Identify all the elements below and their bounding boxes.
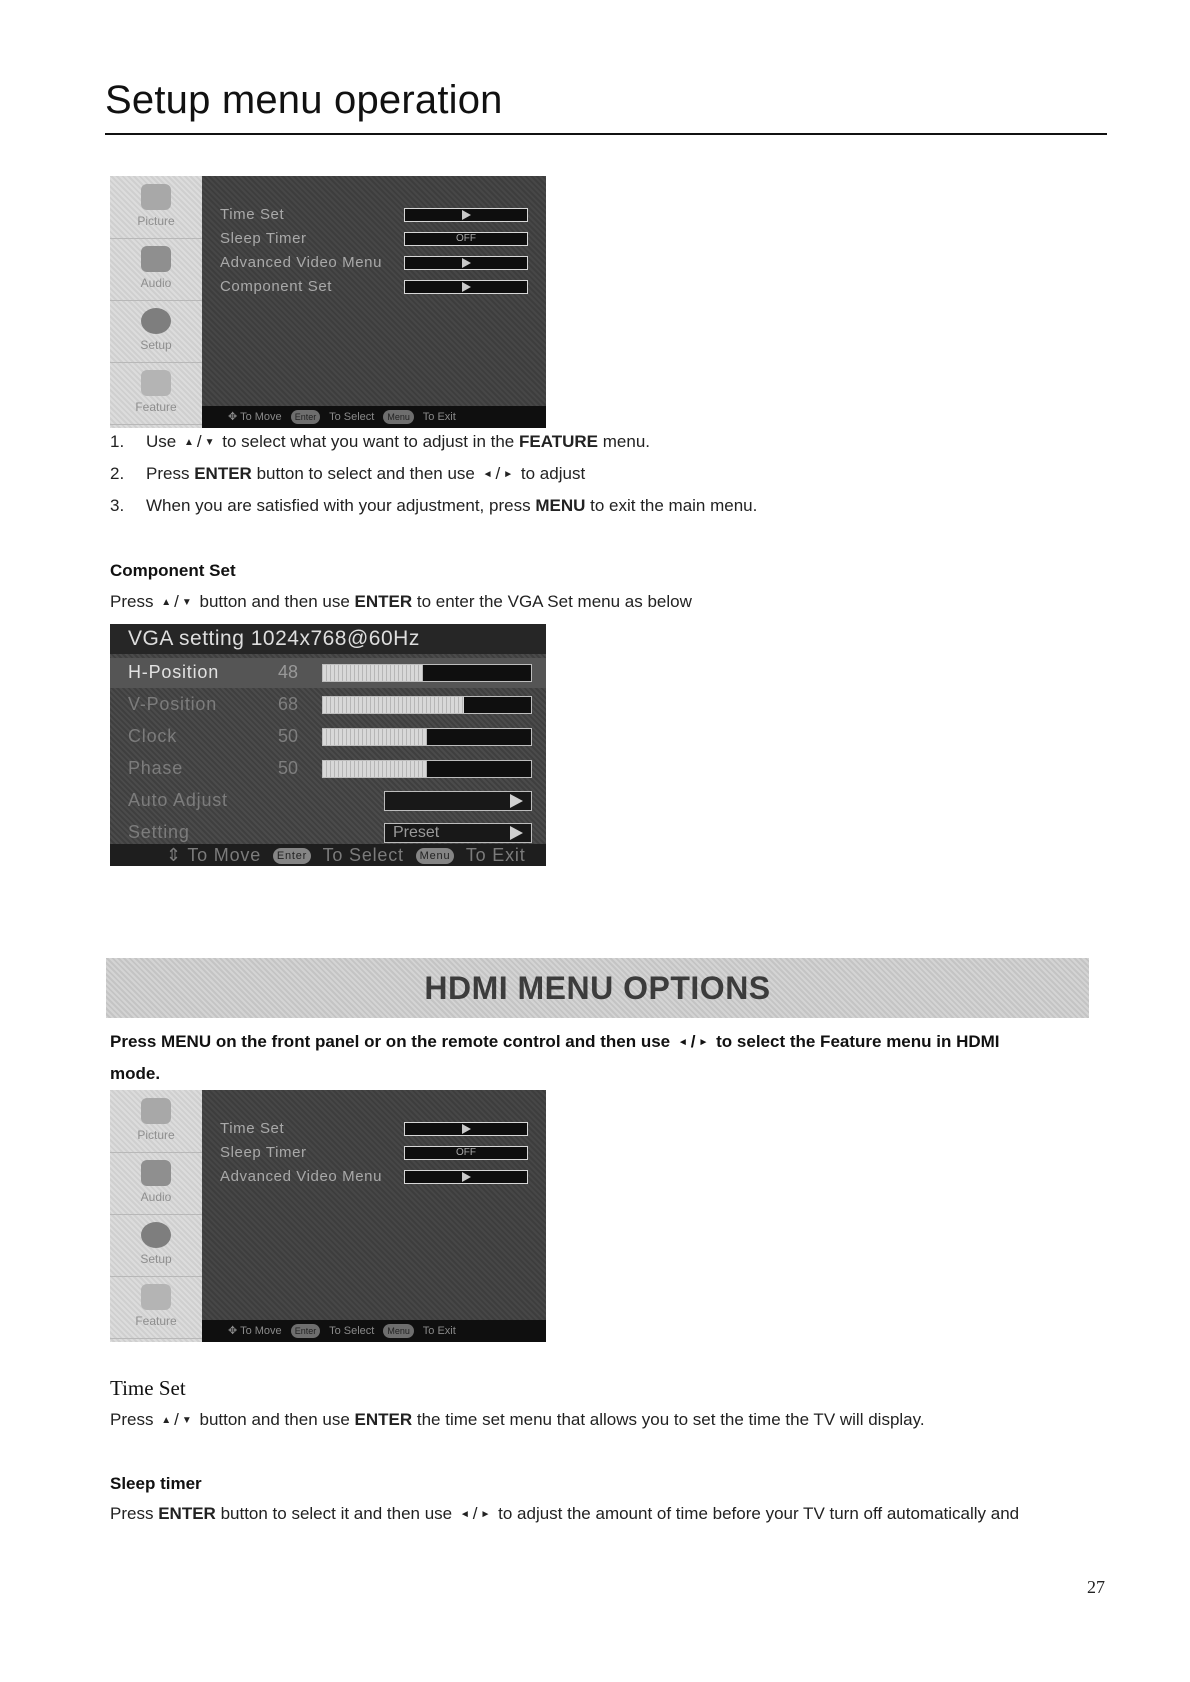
right-arrow-icon — [462, 1172, 471, 1182]
auto-adjust-button — [384, 791, 532, 811]
vga-header: VGA setting 1024x768@60Hz — [110, 624, 546, 654]
hdmi-instruction-cont: mode. — [110, 1064, 161, 1083]
right-arrow-icon — [510, 794, 523, 808]
up-arrow-icon: ▲ — [161, 596, 172, 608]
component-set-text: Press ▲ / ▼ button and then use ENTER to enter the VGA Set menu as below — [110, 592, 692, 611]
time-set-heading: Time Set — [110, 1376, 186, 1400]
slider-fill — [323, 729, 427, 745]
tools-icon — [141, 370, 171, 396]
sidebar-label: Feature — [135, 1314, 177, 1328]
sidebar-label: Audio — [140, 1190, 172, 1204]
sidebar-item-picture — [110, 176, 202, 239]
menu-key-icon: Menu — [416, 848, 455, 864]
hdmi-instruction: Press MENU on the front panel or on the remote control and then use ◄ / ► to select the Feature menu in HDMI — [110, 1032, 1000, 1051]
title-rule — [105, 133, 1107, 135]
osd-value-box: OFF — [404, 1146, 528, 1160]
osd-value-box — [404, 256, 528, 270]
vga-settings-screenshot — [110, 624, 546, 866]
right-arrow-icon — [462, 210, 471, 220]
down-arrow-icon: ▼ — [181, 596, 192, 608]
slider-fill — [323, 697, 464, 713]
osd-item-advanced-video: Advanced Video Menu — [220, 1168, 383, 1185]
sleep-timer-text: Press ENTER button to select it and then use ◄ / ► to adjust the amount of time before your TV turn off automatically and — [110, 1504, 1020, 1523]
h-position-slider — [322, 664, 532, 682]
slider-fill — [323, 665, 423, 681]
vga-row-phase: Phase 50 — [110, 754, 546, 784]
vga-row-setting: Setting Preset — [110, 818, 546, 848]
up-arrow-icon: ▲ — [161, 1414, 172, 1426]
enter-key-icon: Enter — [291, 1324, 321, 1338]
down-arrow-icon: ▼ — [204, 436, 215, 448]
osd-value-box: OFF — [404, 232, 528, 246]
osd-value-box — [404, 208, 528, 222]
time-set-text: Press ▲ / ▼ button and then use ENTER the time set menu that allows you to set the time the TV will display. — [110, 1410, 925, 1429]
vga-row-auto-adjust: Auto Adjust — [110, 786, 546, 816]
osd-value-box — [404, 1170, 528, 1184]
tools-icon — [141, 1284, 171, 1310]
feature-menu-screenshot — [110, 176, 546, 428]
vga-row-h-position: H-Position 48 — [110, 658, 546, 688]
step-3: 3. When you are satisfied with your adjustment, press MENU to exit the main menu. — [110, 496, 758, 515]
sidebar-label: Feature — [135, 400, 177, 414]
sidebar-item-setup — [110, 300, 202, 363]
right-arrow-icon: ► — [698, 1036, 709, 1048]
menu-key-icon: Menu — [383, 410, 414, 424]
satellite-dish-icon — [141, 1222, 171, 1248]
page-title: Setup menu operation — [105, 78, 503, 122]
osd-sidebar — [110, 1090, 202, 1342]
vga-footer: ⇕ To Move Enter To Select Menu To Exit — [110, 844, 546, 866]
osd-value-box — [404, 280, 528, 294]
osd-item-time-set: Time Set — [220, 206, 285, 223]
osd-item-sleep-timer: Sleep Timer — [220, 1144, 307, 1161]
left-arrow-icon: ◄ — [677, 1036, 688, 1048]
sidebar-item-setup — [110, 1214, 202, 1277]
phase-slider — [322, 760, 532, 778]
osd-item-component-set: Component Set — [220, 278, 333, 295]
v-position-slider — [322, 696, 532, 714]
slider-fill — [323, 761, 427, 777]
hdmi-banner: HDMI MENU OPTIONS — [106, 958, 1089, 1018]
sidebar-item-audio — [110, 238, 202, 301]
sidebar-item-feature — [110, 362, 202, 425]
osd-footer: ✥ To Move Enter To Select Menu To Exit — [202, 1320, 546, 1342]
footer-text: To Move — [240, 411, 282, 423]
sidebar-label: Setup — [140, 338, 172, 352]
hdmi-feature-menu-screenshot — [110, 1090, 546, 1342]
right-arrow-icon: ► — [503, 468, 514, 480]
vga-row-v-position: V-Position 68 — [110, 690, 546, 720]
osd-item-sleep-timer: Sleep Timer — [220, 230, 307, 247]
sidebar-label: Setup — [140, 1252, 172, 1266]
sleep-timer-heading: Sleep timer — [110, 1474, 202, 1493]
up-arrow-icon: ▲ — [183, 436, 194, 448]
right-arrow-icon — [462, 1124, 471, 1134]
enter-key-icon: Enter — [273, 848, 311, 864]
osd-value-box — [404, 1122, 528, 1136]
osd-item-time-set: Time Set — [220, 1120, 285, 1137]
osd-item-advanced-video: Advanced Video Menu — [220, 254, 383, 271]
left-arrow-icon: ◄ — [482, 468, 493, 480]
enter-key-icon: Enter — [291, 410, 321, 424]
menu-key-icon: Menu — [383, 1324, 414, 1338]
right-arrow-icon: ► — [480, 1508, 491, 1520]
sidebar-item-audio — [110, 1152, 202, 1215]
clock-slider — [322, 728, 532, 746]
sidebar-label: Picture — [137, 214, 175, 228]
sidebar-label: Audio — [140, 276, 172, 290]
osd-footer — [202, 406, 546, 428]
right-arrow-icon — [462, 282, 471, 292]
osd-sidebar — [110, 176, 202, 428]
up-down-icon: ⇕ — [166, 845, 182, 865]
step-2: 2. Press ENTER button to select and then use ◄ / ► to adjust — [110, 464, 586, 483]
move-icon: ✥ — [228, 411, 238, 423]
footer-text: To Exit — [422, 411, 456, 423]
move-icon: ✥ — [228, 1325, 238, 1337]
sidebar-item-picture — [110, 1090, 202, 1153]
speaker-icon — [141, 1160, 171, 1186]
sidebar-item-feature — [110, 1276, 202, 1339]
right-arrow-icon — [462, 258, 471, 268]
tv-icon — [141, 184, 171, 210]
down-arrow-icon: ▼ — [181, 1414, 192, 1426]
satellite-dish-icon — [141, 308, 171, 334]
page-number: 27 — [1087, 1577, 1105, 1597]
left-arrow-icon: ◄ — [459, 1508, 470, 1520]
preset-button: Preset — [384, 823, 532, 843]
vga-row-clock: Clock 50 — [110, 722, 546, 752]
footer-text: To Select — [329, 411, 375, 423]
step-1: 1. Use ▲ / ▼ to select what you want to adjust in the FEATURE menu. — [110, 432, 650, 451]
sidebar-label: Picture — [137, 1128, 175, 1142]
tv-icon — [141, 1098, 171, 1124]
component-set-heading: Component Set — [110, 561, 236, 580]
right-arrow-icon — [510, 826, 523, 840]
speaker-icon — [141, 246, 171, 272]
